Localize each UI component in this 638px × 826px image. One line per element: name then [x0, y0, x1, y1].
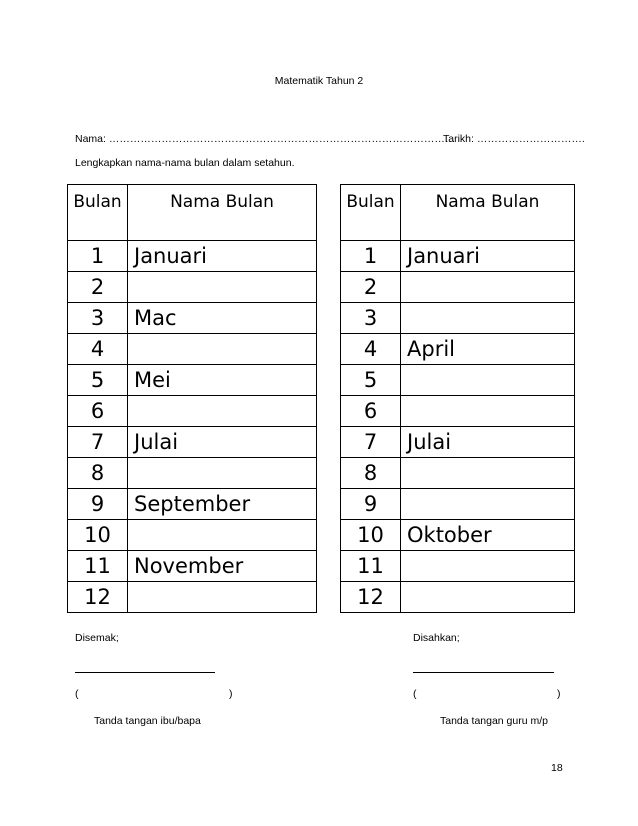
month-name-blank [128, 582, 317, 613]
month-row [341, 551, 575, 582]
page-title: Matematik Tahun 2 [274, 75, 364, 87]
month-row [68, 520, 317, 551]
month-number: 2 [341, 272, 401, 303]
month-number: 6 [68, 396, 128, 427]
month-row [68, 427, 317, 458]
month-number: 7 [341, 427, 401, 458]
month-name-blank [128, 458, 317, 489]
month-row [341, 489, 575, 520]
month-name-blank [401, 303, 575, 334]
month-name-blank [128, 520, 317, 551]
month-name: Julai [128, 427, 317, 458]
months-table-right [340, 184, 575, 613]
month-number: 1 [68, 241, 128, 272]
month-name: Mei [128, 365, 317, 396]
month-number: 8 [68, 458, 128, 489]
month-number: 1 [341, 241, 401, 272]
month-number: 10 [341, 520, 401, 551]
month-row [341, 303, 575, 334]
month-number: 11 [68, 551, 128, 582]
month-name-blank [128, 396, 317, 427]
month-number: 9 [68, 489, 128, 520]
month-row [68, 489, 317, 520]
month-name-blank [401, 489, 575, 520]
parent-signature-line [75, 672, 215, 673]
instruction-text: Lengkapkan nama-nama bulan dalam setahun. [75, 157, 295, 169]
teacher-signature-caption: Tanda tangan guru m/p [440, 715, 548, 727]
month-row [68, 582, 317, 613]
header-nama-bulan: Nama Bulan [401, 185, 575, 241]
month-name-blank [401, 365, 575, 396]
parent-signature-caption: Tanda tangan ibu/bapa [94, 715, 201, 727]
month-name-blank [128, 334, 317, 365]
month-name: April [401, 334, 575, 365]
approved-by-label: Disahkan; [413, 632, 460, 644]
month-row [68, 334, 317, 365]
month-number: 10 [68, 520, 128, 551]
teacher-name-open-paren: ( [413, 688, 417, 700]
month-row [341, 241, 575, 272]
page-number: 18 [551, 762, 563, 774]
month-number: 11 [341, 551, 401, 582]
month-number: 12 [341, 582, 401, 613]
month-row [341, 458, 575, 489]
months-body [341, 241, 575, 613]
month-number: 12 [68, 582, 128, 613]
month-row [68, 396, 317, 427]
month-name: November [128, 551, 317, 582]
header-bulan: Bulan [341, 185, 401, 241]
month-name-blank [401, 458, 575, 489]
month-name: Oktober [401, 520, 575, 551]
month-row [341, 427, 575, 458]
month-row [341, 365, 575, 396]
month-number: 8 [341, 458, 401, 489]
month-name-blank [401, 551, 575, 582]
month-row [68, 365, 317, 396]
month-number: 7 [68, 427, 128, 458]
month-number: 3 [68, 303, 128, 334]
month-name: Julai [401, 427, 575, 458]
month-number: 9 [341, 489, 401, 520]
month-number: 5 [341, 365, 401, 396]
checked-by-label: Disemak; [75, 632, 119, 644]
month-name: Mac [128, 303, 317, 334]
month-row [68, 272, 317, 303]
teacher-name-close-paren: ) [557, 688, 561, 700]
month-name: Januari [401, 241, 575, 272]
month-number: 6 [341, 396, 401, 427]
name-field-label: Nama: ……………………………………………………………………………………… [75, 133, 456, 145]
header-nama-bulan: Nama Bulan [128, 185, 317, 241]
month-row [341, 582, 575, 613]
month-row [341, 334, 575, 365]
month-number: 5 [68, 365, 128, 396]
month-name-blank [128, 272, 317, 303]
month-number: 2 [68, 272, 128, 303]
months-table-left [67, 184, 317, 613]
parent-name-open-paren: ( [75, 688, 79, 700]
month-row [68, 458, 317, 489]
date-field-label: Tarikh: …………………………. [443, 133, 585, 145]
month-row [341, 272, 575, 303]
header-bulan: Bulan [68, 185, 128, 241]
month-number: 4 [68, 334, 128, 365]
month-row [68, 241, 317, 272]
teacher-signature-line [413, 672, 554, 673]
month-name: September [128, 489, 317, 520]
month-number: 4 [341, 334, 401, 365]
month-number: 3 [341, 303, 401, 334]
month-name-blank [401, 582, 575, 613]
month-row [68, 551, 317, 582]
months-body [68, 241, 317, 613]
month-row [341, 520, 575, 551]
month-row [341, 396, 575, 427]
month-row [68, 303, 317, 334]
month-name: Januari [128, 241, 317, 272]
parent-name-close-paren: ) [229, 688, 233, 700]
month-name-blank [401, 272, 575, 303]
month-name-blank [401, 396, 575, 427]
